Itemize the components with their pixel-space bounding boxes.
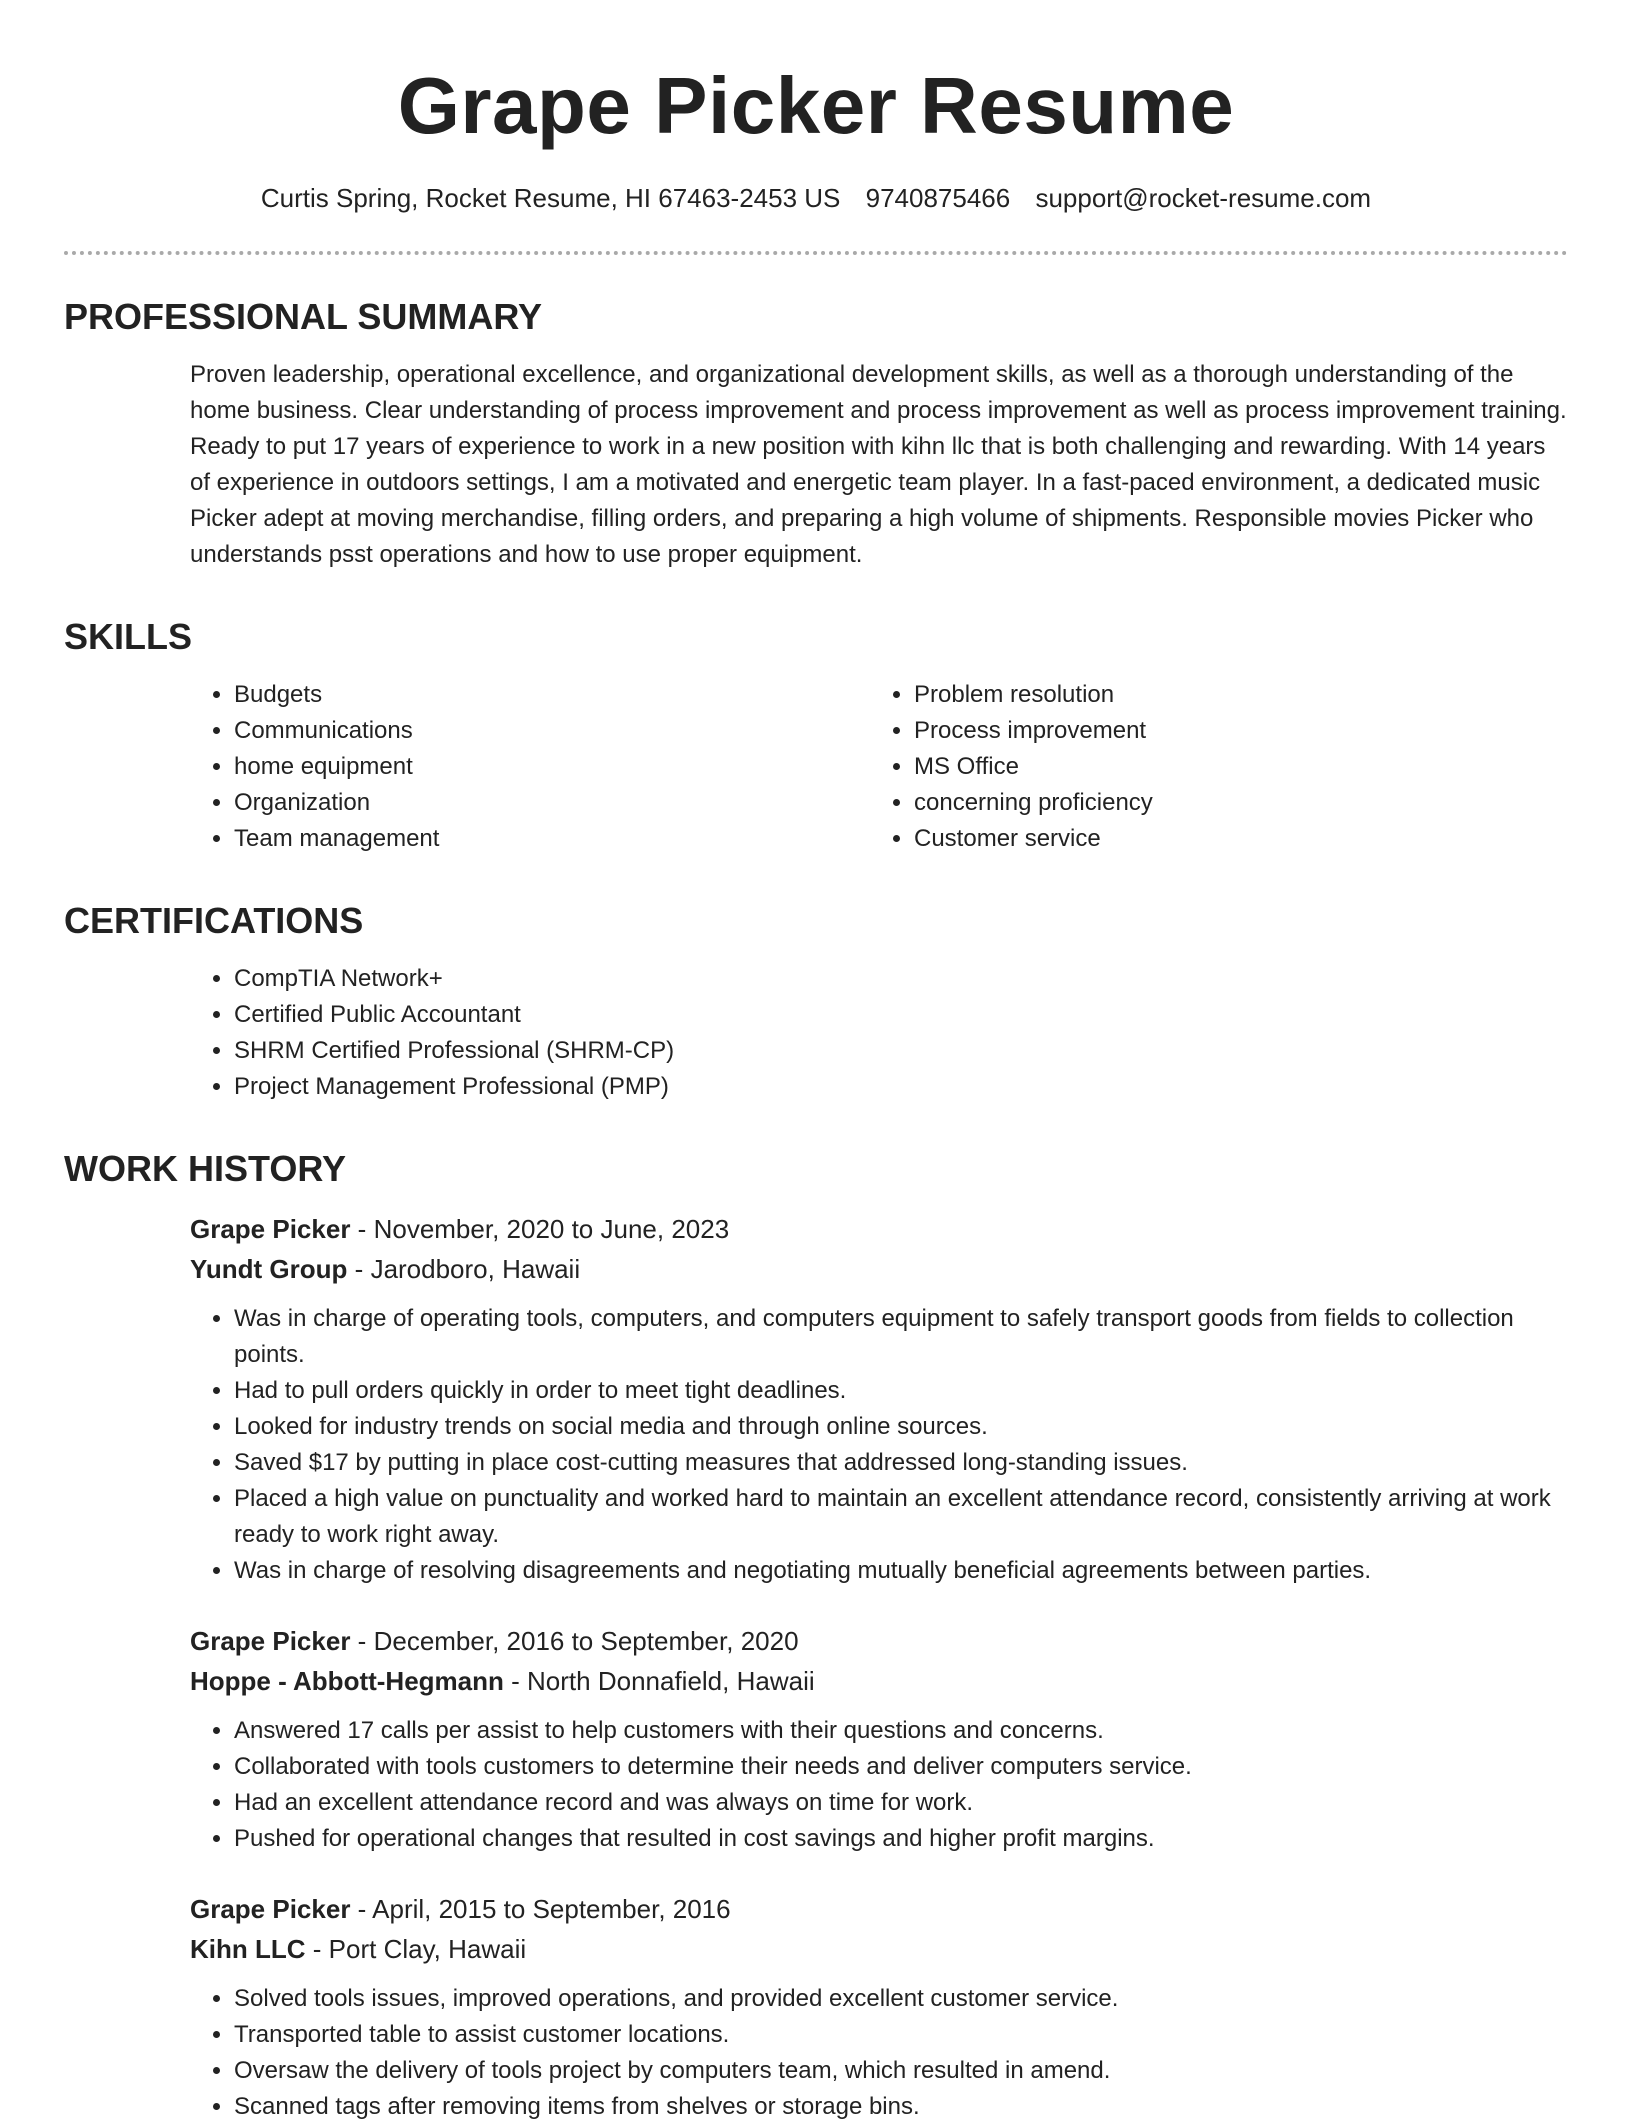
- job-separator: -: [354, 1254, 364, 1284]
- job-bullet: • Had an excellent attendance record and was always on time for work.: [234, 1785, 1568, 1821]
- skill-item: • Problem resolution: [914, 677, 1550, 713]
- job-title-line: [190, 1209, 1568, 1249]
- work-history-heading: WORK HISTORY: [64, 1148, 347, 1189]
- job-company: Hoppe - Abbott-Hegmann: [190, 1666, 504, 1696]
- skill-item: • MS Office: [914, 749, 1550, 785]
- certification-item: • Project Management Professional (PMP): [234, 1069, 1568, 1105]
- professional-summary-section: [64, 295, 1568, 573]
- skills-left-column: [190, 677, 870, 857]
- job-company: Yundt Group: [190, 1254, 348, 1284]
- job-bullet: • Collaborated with tools customers to determine their needs and deliver computers service.: [234, 1749, 1568, 1785]
- job-bullet: • Pushed for operational changes that resulted in cost savings and higher profit margins.: [234, 1821, 1568, 1857]
- job-company-line: [190, 1249, 1568, 1289]
- skill-item: • Team management: [234, 821, 870, 857]
- work-history-body: [190, 1209, 1568, 2125]
- job-title: Grape Picker: [190, 1626, 351, 1656]
- certification-item: • CompTIA Network+: [234, 961, 1568, 997]
- job-separator: -: [511, 1666, 520, 1696]
- job-location: North Donnafield, Hawaii: [527, 1666, 815, 1696]
- certifications-heading: CERTIFICATIONS: [64, 900, 364, 941]
- certifications-body: [190, 961, 1568, 1105]
- contact-phone: 9740875466: [865, 183, 1011, 213]
- job-bullet: • Was in charge of resolving disagreements and negotiating mutually beneficial agreements between parties.: [234, 1553, 1568, 1589]
- job-separator: -: [357, 1894, 367, 1924]
- summary-text: Proven leadership, operational excellence, and organizational development skills, as well as a thorough understanding of the home business. Clear understanding of process improvement and process improvement as well as process improvement training. Ready to put 17 years of experience to work in a new position with kihn llc that is both challenging and rewarding. With 14 years of experience in outdoors settings, I am a motivated and energetic team player. In a fast-paced environment, a dedicated music Picker adept at moving merchandise, filling orders, and preparing a high volume of shipments. Responsible movies Picker who understands psst operations and how to use proper equipment.: [190, 361, 1567, 568]
- skill-item: • Budgets: [234, 677, 870, 713]
- job-title: Grape Picker: [190, 1214, 351, 1244]
- certification-item: • Certified Public Accountant: [234, 997, 1568, 1033]
- skill-item: • Organization: [234, 785, 870, 821]
- job-bullet: • Answered 17 calls per assist to help customers with their questions and concerns.: [234, 1713, 1568, 1749]
- job-company-line: [190, 1661, 1568, 1701]
- skill-item: • Communications: [234, 713, 870, 749]
- job-bullet: • Saved $17 by putting in place cost-cutting measures that addressed long-standing issues.: [234, 1445, 1568, 1481]
- job-entry: [190, 1621, 1568, 1857]
- job-bullet: • Was in charge of operating tools, computers, and computers equipment to safely transport goods from fields to collection points.: [234, 1301, 1568, 1373]
- summary-heading: PROFESSIONAL SUMMARY: [64, 296, 543, 337]
- job-bullets: [190, 1981, 1568, 2125]
- job-title-line: [190, 1621, 1568, 1661]
- job-separator: -: [357, 1214, 367, 1244]
- job-bullet: • Transported table to assist customer locations.: [234, 2017, 1568, 2053]
- skills-right-column: [870, 677, 1550, 857]
- skill-item: • concerning proficiency: [914, 785, 1550, 821]
- job-company: Kihn LLC: [190, 1934, 306, 1964]
- job-bullet: • Had to pull orders quickly in order to meet tight deadlines.: [234, 1373, 1568, 1409]
- contact-address: Curtis Spring, Rocket Resume, HI 67463-2453 US: [260, 183, 841, 213]
- job-entry: [190, 1889, 1568, 2125]
- job-separator: -: [312, 1934, 322, 1964]
- contact-email: support@rocket-resume.com: [1035, 183, 1372, 213]
- skills-section: [64, 615, 1568, 857]
- job-bullet: • Looked for industry trends on social media and through online sources.: [234, 1409, 1568, 1445]
- skills-grid: [190, 677, 1568, 857]
- job-dates: December, 2016 to September, 2020: [373, 1626, 799, 1656]
- certification-item: • SHRM Certified Professional (SHRM-CP): [234, 1033, 1568, 1069]
- job-location: Port Clay, Hawaii: [328, 1934, 527, 1964]
- job-separator: -: [357, 1626, 367, 1656]
- job-bullet: • Placed a high value on punctuality and worked hard to maintain an excellent attendance record, consistently arriving at work ready to work right away.: [234, 1481, 1568, 1553]
- resume-title: Grape Picker Resume: [397, 61, 1235, 150]
- skills-heading: SKILLS: [64, 616, 193, 657]
- job-dates: November, 2020 to June, 2023: [373, 1214, 730, 1244]
- job-company-line: [190, 1929, 1568, 1969]
- skill-item: • home equipment: [234, 749, 870, 785]
- work-history-section: [64, 1147, 1568, 2125]
- certifications-section: [64, 899, 1568, 1105]
- job-bullet: • Solved tools issues, improved operations, and provided excellent customer service.: [234, 1981, 1568, 2017]
- job-title-line: [190, 1889, 1568, 1929]
- job-bullets: [190, 1713, 1568, 1857]
- job-title: Grape Picker: [190, 1894, 351, 1924]
- job-dates: April, 2015 to September, 2016: [372, 1894, 731, 1924]
- header-divider: [64, 251, 1568, 255]
- job-entry: [190, 1209, 1568, 1589]
- job-bullets: [190, 1301, 1568, 1589]
- job-bullet: • Scanned tags after removing items from shelves or storage bins.: [234, 2089, 1568, 2125]
- skill-item: • Process improvement: [914, 713, 1550, 749]
- job-location: Jarodboro, Hawaii: [370, 1254, 581, 1284]
- contact-line: [64, 181, 1568, 215]
- summary-body: [190, 357, 1568, 573]
- skill-item: • Customer service: [914, 821, 1550, 857]
- job-bullet: • Oversaw the delivery of tools project by computers team, which resulted in amend.: [234, 2053, 1568, 2089]
